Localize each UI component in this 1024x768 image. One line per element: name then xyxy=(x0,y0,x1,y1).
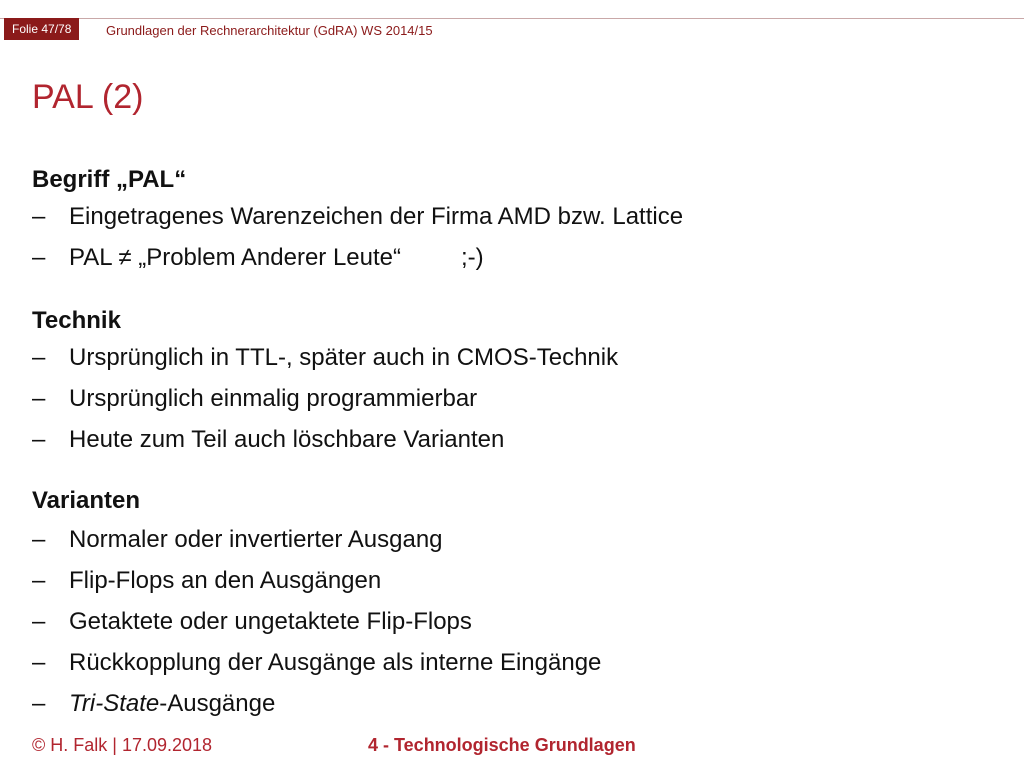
list-item-text: Flip-Flops an den Ausgängen xyxy=(69,567,382,594)
list-item-text: Getaktete oder ungetaktete Flip-Flops xyxy=(69,608,472,635)
list-dash: – xyxy=(32,385,46,412)
course-title: Grundlagen der Rechnerarchitektur (GdRA) WS 2014/15 xyxy=(106,23,433,38)
footer-author-date: © H. Falk | 17.09.2018 xyxy=(32,735,213,755)
list-item xyxy=(32,649,601,677)
list-item-text: Eingetragenes Warenzeichen der Firma AMD bzw. Lattice xyxy=(69,203,684,230)
list-dash: – xyxy=(32,608,46,635)
list-item xyxy=(32,690,275,718)
section-heading-begriff: Begriff „PAL“ xyxy=(32,166,187,193)
list-item xyxy=(32,526,443,554)
list-item xyxy=(32,426,504,454)
list-item xyxy=(32,567,381,595)
list-item xyxy=(32,203,683,231)
slide-title: PAL (2) xyxy=(32,78,144,116)
list-dash: – xyxy=(32,649,46,676)
list-item xyxy=(32,385,477,413)
list-item xyxy=(32,244,484,272)
list-item-text: Ursprünglich einmalig programmierbar xyxy=(69,385,478,412)
section-heading-technik: Technik xyxy=(32,307,121,334)
smiley-text: ;-) xyxy=(461,244,484,271)
list-item-text: Rückkopplung der Ausgänge als interne Eingänge xyxy=(69,649,602,676)
list-item-text: PAL ≠ „Problem Anderer Leute“ xyxy=(69,244,402,271)
slide-number-badge: Folie 47/78 xyxy=(4,18,79,40)
list-dash: – xyxy=(32,344,46,371)
list-dash: – xyxy=(32,690,46,717)
list-dash: – xyxy=(32,567,46,594)
list-dash: – xyxy=(32,526,46,553)
list-item-text: Normaler oder invertierter Ausgang xyxy=(69,526,443,553)
list-item xyxy=(32,344,618,372)
list-dash: – xyxy=(32,426,46,453)
list-item-text: -Ausgänge xyxy=(159,690,276,717)
list-dash: – xyxy=(32,244,46,271)
list-item-italic-text: Tri-State xyxy=(69,690,160,717)
list-item-text: Heute zum Teil auch löschbare Varianten xyxy=(69,426,505,453)
footer-chapter: 4 - Technologische Grundlagen xyxy=(368,735,636,755)
list-item-text: Ursprünglich in TTL-, später auch in CMOS-Technik xyxy=(69,344,619,371)
list-item xyxy=(32,608,472,636)
section-heading-varianten: Varianten xyxy=(32,487,141,514)
header-rule xyxy=(0,18,1024,19)
list-dash: – xyxy=(32,203,46,230)
